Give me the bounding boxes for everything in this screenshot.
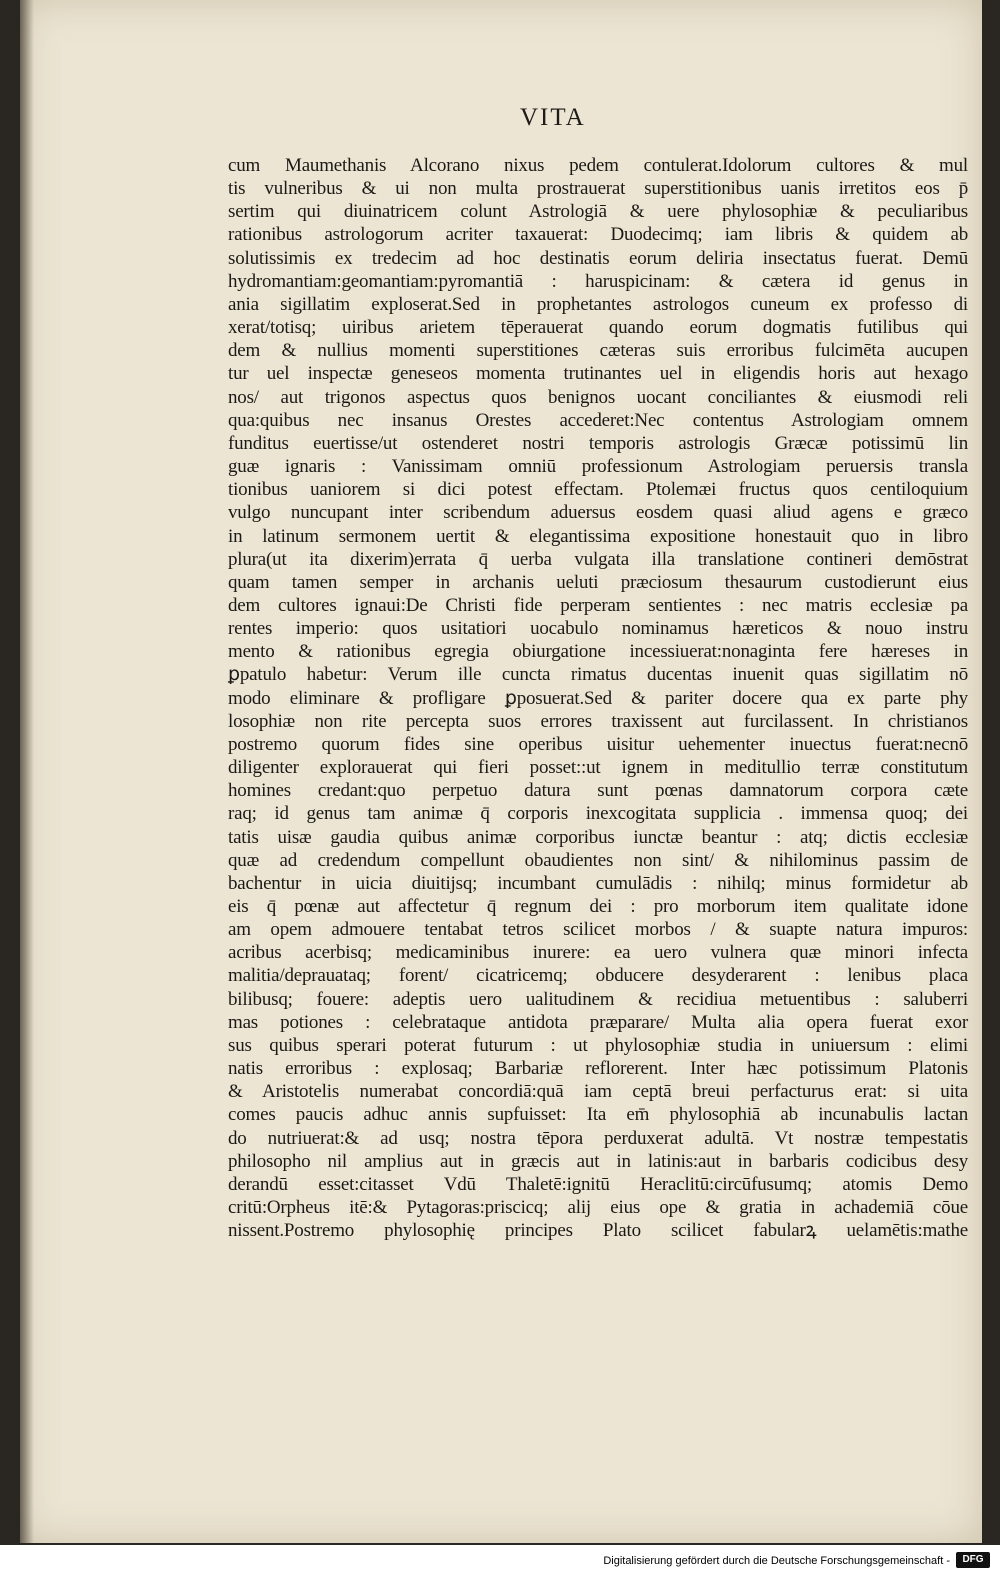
text-line: philosopho nil amplius aut in græcis aut in latinis:aut in barbaris codicibus desy	[228, 1150, 968, 1172]
text-line: acribus acerbisq; medicaminibus inurere: ea uero vulnera quæ minori infecta	[228, 942, 968, 964]
text-line: nissent.Postremo phylosophię principes Plato scilicet fabularꝝ uelamētis:mathe	[228, 1220, 968, 1242]
text-line: dem cultores ignaui:De Christi fide perperam sentientes : nec matris ecclesiæ pa	[228, 594, 968, 616]
text-line: vulgo nuncupant inter scribendum aduersus eosdem quasi aliud agens e græco	[228, 502, 968, 524]
text-line: hydromantiam:geomantiam:pyromantiā : haruspicinam: & cætera id genus in	[228, 270, 968, 292]
text-line: dem & nullius momenti superstitiones cæteras suis erroribus fulcimēta aucupen	[228, 340, 968, 362]
text-line: quam tamen semper in archanis ueluti præciosum thesaurum custodierunt eius	[228, 571, 968, 593]
text-line: sertim qui diuinatricem colunt Astrologiā & uere phylosophiæ & peculiaribus	[228, 201, 968, 223]
text-line: mento & rationibus egregia obiurgatione incessiuerat:nonaginta fere hæreses in	[228, 641, 968, 663]
dfg-logo: DFG	[956, 1552, 990, 1568]
text-line: critū:Orpheus itē:& Pytagoras:priscicq; alij eius ope & gratia in achademiā cōue	[228, 1197, 968, 1219]
text-line: mas potiones : celebrataque antidota præparare/ Multa alia opera fuerat exor	[228, 1011, 968, 1033]
text-line: postremo quorum fides sine operibus uisitur uehementer inuectus fuerat:necnō	[228, 733, 968, 755]
text-line: do nutriuerat:& ad usq; nostra tēpora perduxerat adultā. Vt nostræ tempestatis	[228, 1127, 968, 1149]
text-line: rentes imperio: quos usitatiori uocabulo nominamus hæreticos & nouo instru	[228, 618, 968, 640]
text-line: am opem admouere tentabat tetros scilicet morbos / & suapte natura impuros:	[228, 919, 968, 941]
text-line: cum Maumethanis Alcorano nixus pedem contulerat.Idolorum cultores & mul	[228, 155, 968, 176]
text-line: eis q̄ pœnæ aut affectetur q̄ regnum dei : pro morborum item qualitate idone	[228, 896, 968, 917]
text-line: ania sigillatim exploserat.Sed in prophetantes astrologos cuneum ex professo di	[228, 293, 968, 315]
text-line: quæ ad credendum compellunt obaudientes non sint/ & nihilominus passim de	[228, 849, 968, 871]
text-line: raq; id genus tam animæ q̄ corporis inexcogitata supplicia . immensa quoq; dei	[228, 803, 968, 825]
text-line: & Aristotelis numerabat concordiā:quā iam ceptā breui perfacturus erat: si uita	[228, 1081, 968, 1103]
text-line: sus quibus sperari poterat futurum : ut phylosophiæ studia in uniuersum : elimi	[228, 1034, 968, 1056]
text-line: losophiæ non rite percepta suos errores traxissent aut furcilassent. In christianos	[228, 710, 968, 732]
text-line: malitia/deprauataq; forent/ cicatricemq; obducere desyderarent : lenibus placa	[228, 965, 968, 987]
running-head: VITA	[520, 104, 586, 131]
text-line: homines credant:quo perpetuo datura sunt pœnas damnatorum corpora cæte	[228, 780, 968, 802]
text-line: ꝑpatulo habetur: Verum ille cuncta rimatus ducentas inuenit quas sigillatim nō	[228, 664, 968, 686]
text-line: funditus euertisse/ut ostenderet nostri temporis astrologis Græcæ potissimū lin	[228, 432, 968, 454]
text-line: tur uel inspectæ geneseos momenta trutinantes uel in eligendis horis aut hexago	[228, 363, 968, 385]
footer-attribution: Digitalisierung gefördert durch die Deutsche Forschungsgemeinschaft -	[603, 1555, 950, 1567]
body-text	[228, 154, 968, 1242]
text-line: derandū esset:citasset Vdū Thaletē:ignitū Heraclitū:circūfusumq; atomis Demo	[228, 1173, 968, 1195]
text-line: comes paucis adhuc annis supfuisset: Ita em̄ phylosophiā ab incunabulis lactan	[228, 1104, 968, 1126]
text-line: in latinum sermonem uertit & elegantissima expositione honestauit quo in libro	[228, 525, 968, 547]
text-line: plura(ut ita dixerim)errata q̄ uerba vulgata illa translatione contineri demōstrat	[228, 548, 968, 570]
text-line: rationibus astrologorum acriter taxauerat: Duodecimq; iam libris & quidem ab	[228, 224, 968, 246]
text-line: solutissimis ex tredecim ad hoc destinatis eorum deliria insectatus fuerat. Demū	[228, 247, 968, 269]
text-line: xerat/totisq; uiribus arietem tēperauerat quando eorum dogmatis futilibus qui	[228, 317, 968, 339]
text-line: bachentur in uicia diuitijsq; incumbant cumulādis : nihilq; minus formidetur ab	[228, 872, 968, 894]
text-line: qua:quibus nec insanus Orestes accederet:Nec contentus Astrologiam omnem	[228, 409, 968, 431]
text-line: natis erroribus : explosaq; Barbariæ reflorerent. Inter hæc potissimum Platonis	[228, 1058, 968, 1080]
text-line: tis vulneribus & ui non multa prostrauerat superstitionibus uanis irretitos eos p̄	[228, 178, 968, 200]
text-line: bilibusq; fouere: adeptis uero ualitudinem & recidiua metuentibus : saluberri	[228, 988, 968, 1010]
text-line: diligenter explorauerat qui fieri posset::ut ignem in meditullio terræ constitutum	[228, 757, 968, 779]
page-gutter-shadow	[20, 0, 34, 1543]
text-line: tatis uisæ gaudia quibus animæ corporibus iunctæ beantur : atq; dictis ecclesiæ	[228, 826, 968, 848]
text-line: guæ ignaris : Vanissimam omniū professionum Astrologiam peruersis transla	[228, 456, 968, 478]
text-line: modo eliminare & profligare ꝑposuerat.Sed & pariter docere qua ex parte phy	[228, 687, 968, 709]
text-line: nos/ aut trigonos aspectus quos benignos uocant conciliantes & eiusmodi reli	[228, 386, 968, 408]
text-line: tionibus uaniorem si dici potest effectam. Ptolemæi fructus quos centiloquium	[228, 479, 968, 501]
